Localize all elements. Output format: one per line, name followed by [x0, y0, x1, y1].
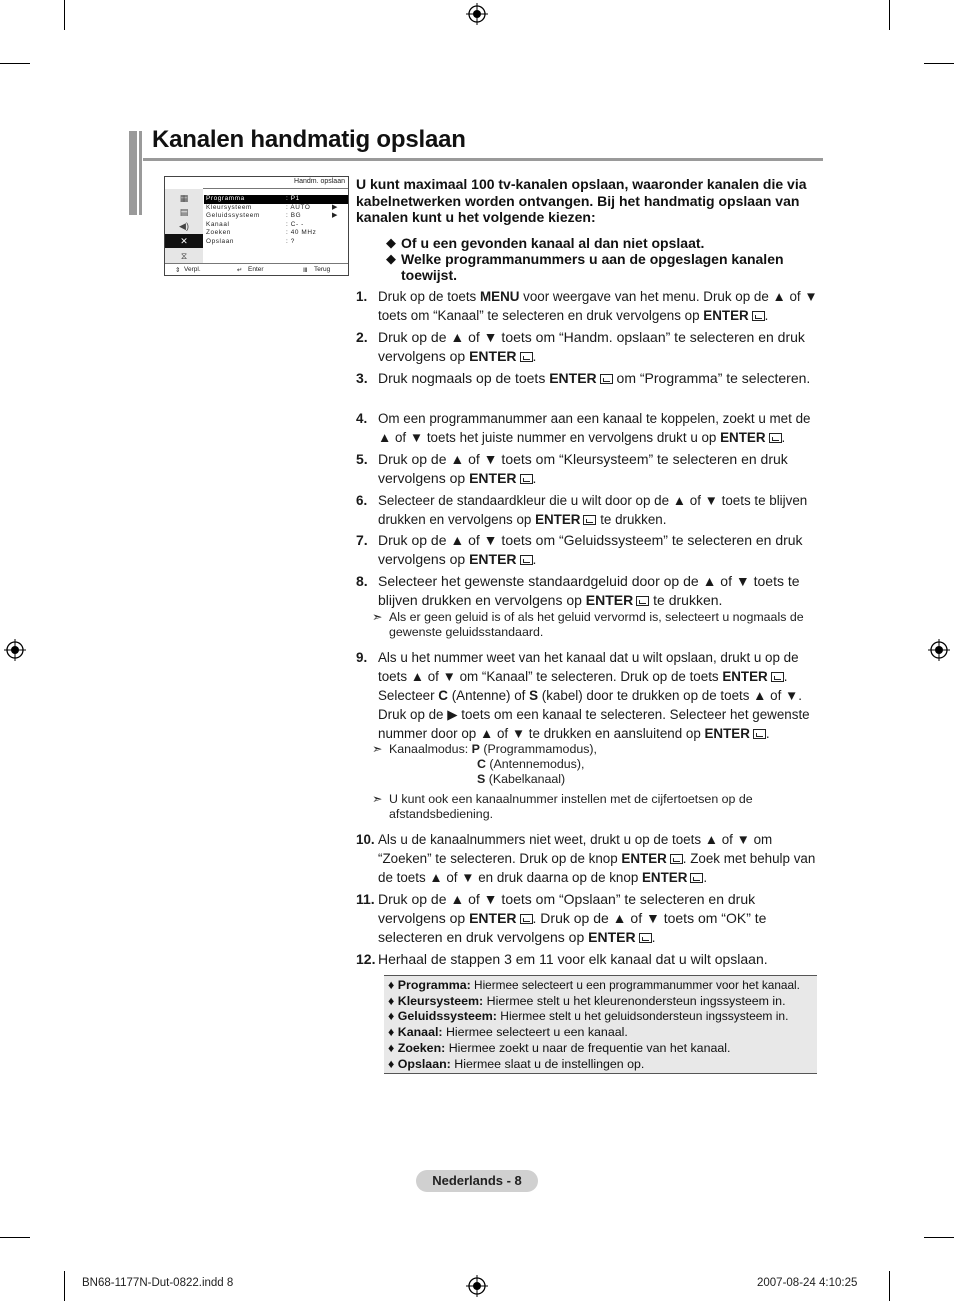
step-12: 12. Herhaal de stappen 3 em 11 voor elk kanaal dat u wilt opslaan.: [356, 951, 768, 967]
registration-mark-icon: [466, 3, 488, 25]
note-arrow-icon: ➣: [372, 792, 383, 806]
step-11: 11. Druk op de ▲ of ▼ toets om “Opslaan” te selecteren en druk vervolgens op ENTER . Druk op de ▲ of ▼ toets om “OK” te selecteren en druk vervolgens op ENTER .: [356, 891, 767, 945]
osd-header-title: Handm. opslaan: [294, 178, 345, 185]
osd-row: Opslaan : ?: [206, 237, 295, 245]
enter-icon: [690, 873, 703, 883]
step-3: 3. Druk nogmaals op de toets ENTER om “Programma” te selecteren.: [356, 370, 811, 386]
crop-mark: [64, 0, 65, 30]
crop-mark: [924, 1237, 954, 1238]
step-9: 9. Als u het nummer weet van het kanaal dat u wilt opslaan, drukt u op de toets ▲ of ▼ om “Kanaal” te selecteren. Druk op de toets ENTER . Selecteer C (Antenne) of S (kabel) door te drukken op de toets ▲ of ▼. Druk op de ▶ toets om een kanaal te selecteren. Selecteer het gewenste nummer door op ▲ of ▼ te drukken en aansluitend op ENTER .: [356, 650, 810, 741]
osd-move-icon: ⇕: [175, 267, 181, 274]
enter-icon: [771, 672, 784, 682]
step-5: 5. Druk op de ▲ of ▼ toets om “Kleursysteem” te selecteren en druk vervolgens op ENTER .: [356, 451, 788, 486]
osd-picture-icon: ▦: [179, 193, 189, 203]
page-title: Kanalen handmatig opslaan: [152, 126, 466, 153]
osd-menu-screenshot: [164, 176, 349, 276]
osd-row: Programma : P1: [204, 195, 348, 204]
crop-mark: [0, 63, 30, 64]
step-8-note: ➣ Als er geen geluid is of als het geluid vervormd is, selecteert u nogmaals de gewenste geluidsstandaard.: [372, 610, 804, 639]
enter-icon: [753, 729, 766, 739]
crop-mark: [0, 1237, 30, 1238]
osd-row: Kanaal : C- -: [206, 220, 304, 228]
enter-icon: [520, 914, 533, 924]
enter-icon: [520, 474, 533, 484]
feature-bullet: ◆ Of u een gevonden kanaal al dan niet opslaat.: [386, 235, 705, 251]
title-accent-bars: [129, 131, 143, 215]
note-arrow-icon: ➣: [372, 610, 383, 624]
feature-bullet: ◆ Welke programmanummers u aan de opgeslagen kanalen toewijst.: [386, 251, 784, 283]
enter-icon: [670, 854, 683, 864]
step-9-note-numeric: ➣ U kunt ook een kanaalnummer instellen met de cijfertoetsen op de afstandsbediening.: [372, 792, 753, 821]
note-arrow-icon: ➣: [372, 742, 383, 756]
osd-back-label: Terug: [314, 266, 331, 273]
info-row: ♦ Geluidssysteem: Hiermee stelt u het geluidsondersteun ingssysteem in.: [388, 1009, 789, 1023]
osd-row: Kleursysteem : AUTO ▶: [206, 203, 338, 211]
title-rule: [143, 158, 823, 161]
info-row: ♦ Programma: Hiermee selecteert u een programmanummer voor het kanaal.: [388, 978, 800, 992]
info-row: ♦ Kleursysteem: Hiermee stelt u het kleurenondersteun ingssysteem in.: [388, 994, 786, 1008]
osd-channel-icon: ✕: [165, 234, 203, 248]
osd-move-label: Verpl.: [184, 266, 201, 273]
page-number-badge: Nederlands - 8: [416, 1170, 538, 1192]
registration-mark-icon: [928, 639, 950, 661]
step-7: 7. Druk op de ▲ of ▼ toets om “Geluidssysteem” te selecteren en druk vervolgens op ENTER .: [356, 532, 803, 567]
step-1: 1. Druk op de toets MENU voor weergave van het menu. Druk op de ▲ of ▼ toets om “Kanaal” te selecteren en druk vervolgens op ENTER .: [356, 289, 818, 323]
osd-row: Geluidssysteem : BG ▶: [206, 212, 338, 220]
step-8: 8. Selecteer het gewenste standaardgeluid door op de ▲ of ▼ toets te blijven drukken en vervolgens op ENTER te drukken.: [356, 573, 800, 608]
settings-info-box: [384, 975, 817, 1074]
registration-mark-icon: [4, 639, 26, 661]
enter-icon: [636, 596, 649, 606]
osd-enter-label: Enter: [248, 266, 264, 273]
registration-mark-icon: [466, 1275, 488, 1297]
crop-mark: [889, 0, 890, 30]
osd-row: Zoeken : 40 MHz: [206, 229, 317, 237]
osd-rows: [204, 195, 348, 247]
enter-icon: [600, 374, 613, 384]
enter-icon: [752, 311, 765, 321]
enter-icon: [520, 352, 533, 362]
enter-icon: [769, 433, 782, 443]
step-10: 10. Als u de kanaalnummers niet weet, drukt u op de toets ▲ of ▼ om “Zoeken” te selecteren. Druk op de knop ENTER . Zoek met behulp van de toets ▲ of ▼ en druk daarna op de knop ENTER .: [356, 832, 816, 885]
step-4: 4. Om een programmanummer aan een kanaal te koppelen, zoekt u met de ▲ of ▼ toets het juiste nummer en vervolgens drukt u op ENTER .: [356, 411, 811, 445]
crop-mark: [889, 1271, 890, 1301]
osd-footer: [165, 263, 348, 276]
info-row: ♦ Opslaan: Hiermee slaat u de instellingen op.: [388, 1057, 645, 1071]
osd-header: [165, 177, 348, 189]
info-row: ♦ Kanaal: Hiermee selecteert u een kanaal.: [388, 1025, 628, 1039]
osd-back-icon: Ⅲ: [303, 267, 308, 274]
diamond-bullet-icon: ◆: [386, 235, 396, 250]
step-6: 6. Selecteer de standaardkleur die u wilt door op de ▲ of ▼ toets te blijven drukken en vervolgens op ENTER te drukken.: [356, 493, 808, 527]
osd-speaker-icon: ◀): [179, 221, 189, 231]
osd-sidebar: [165, 189, 203, 263]
enter-icon: [520, 555, 533, 565]
step-9-note-channel-mode: ➣ Kanaalmodus: P (Programmamodus), C (Antennemodus), S (Kabelkanaal): [372, 742, 597, 786]
crop-mark: [64, 1271, 65, 1301]
intro-text: U kunt maximaal 100 tv-kanalen opslaan, waaronder kanalen die via kabelnetwerken worden ontvangen. Bij het handmatig opslaan van kanalen kunt u het volgende kiezen:: [356, 176, 807, 225]
enter-icon: [639, 933, 652, 943]
diamond-bullet-icon: ◆: [386, 251, 396, 266]
osd-sound-keyboard-icon: ▤: [179, 207, 189, 217]
enter-icon: [583, 515, 596, 525]
info-row: ♦ Zoeken: Hiermee zoekt u naar de frequentie van het kanaal.: [388, 1041, 731, 1055]
crop-mark: [924, 63, 954, 64]
file-slug: BN68-1177N-Dut-0822.indd 8: [82, 1277, 234, 1289]
print-timestamp: 2007-08-24 4:10:25: [757, 1277, 858, 1289]
osd-enter-icon: ↵: [237, 267, 243, 274]
osd-setup-icon: ⧖: [180, 251, 188, 261]
step-2: 2. Druk op de ▲ of ▼ toets om “Handm. opslaan” te selecteren en druk vervolgens op ENTER .: [356, 329, 805, 364]
